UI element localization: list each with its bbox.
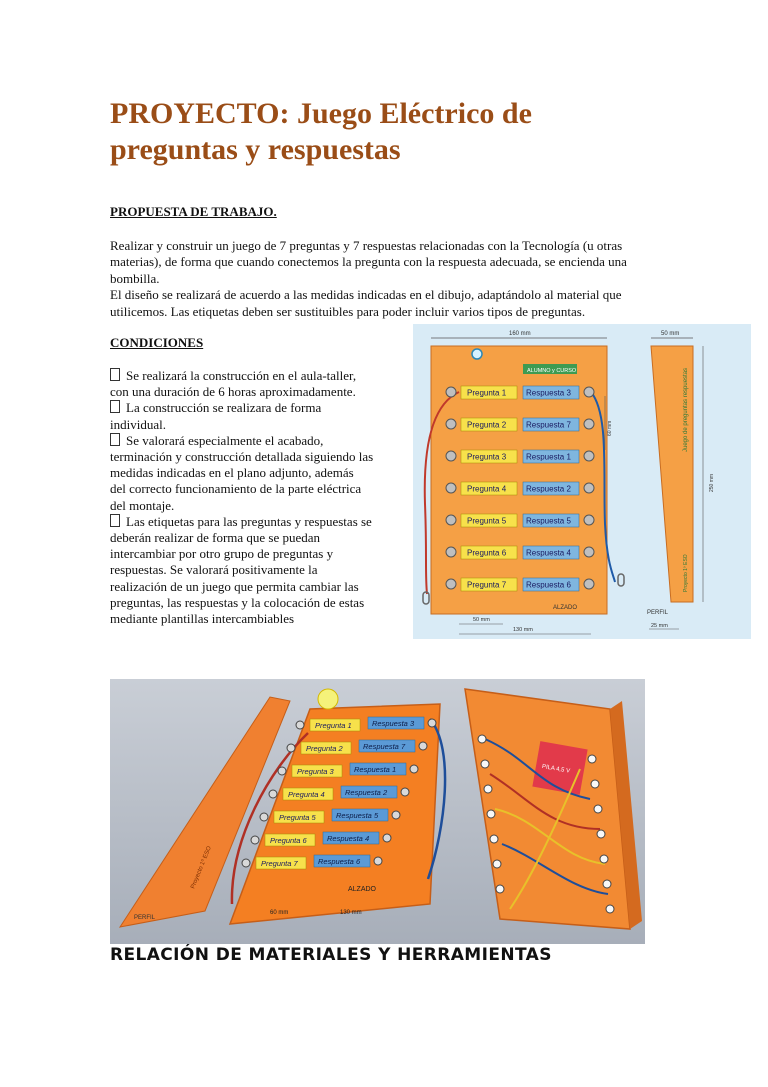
answer-text: Respuesta 5: [336, 811, 379, 820]
bullet-icon: [110, 433, 120, 446]
answer-text: Respuesta 4: [526, 548, 571, 558]
perfil-label: PERFIL: [647, 610, 669, 616]
question-text: Pregunta 3: [297, 767, 334, 776]
photo-alzado-label: ALZADO: [348, 886, 377, 893]
hole-icon: [597, 830, 605, 838]
contact-icon: [251, 836, 259, 844]
contact-icon: [446, 579, 456, 589]
hole-icon: [591, 780, 599, 788]
condicion-item: Se valorará especialmente el acabado,: [110, 433, 410, 449]
contact-icon: [584, 419, 594, 429]
dim-side-top-label: 50 mm: [661, 331, 680, 337]
condicion-text: individual.: [110, 416, 166, 432]
contact-icon: [584, 483, 594, 493]
propuesta-line: utilicemos. Las etiquetas deben ser sustituibles para poder incluir varios tipos de preguntas.: [110, 303, 586, 319]
section-heading: RELACIÓN DE MATERIALES Y HERRAMIENTAS: [110, 945, 552, 965]
dim-vertical-label: 60 mm: [607, 420, 613, 436]
answer-text: Respuesta 6: [526, 580, 571, 590]
propuesta-paragraph: [110, 238, 680, 320]
alzado-label: ALZADO: [553, 605, 578, 611]
condicion-text: respuestas. Se valorará positivamente la: [110, 562, 318, 578]
hole-icon: [588, 755, 596, 763]
question-text: Pregunta 6: [270, 836, 307, 845]
answer-text: Respuesta 1: [526, 452, 571, 462]
contact-icon: [584, 387, 594, 397]
hole-icon: [490, 835, 498, 843]
propuesta-heading: PROPUESTA DE TRABAJO.: [110, 204, 277, 219]
dim-bottom1-label: 50 mm: [473, 617, 490, 623]
hole-icon: [484, 785, 492, 793]
contact-icon: [446, 547, 456, 557]
answer-text: Respuesta 1: [354, 765, 397, 774]
contact-icon: [584, 547, 594, 557]
hole-icon: [481, 760, 489, 768]
dim-height-label: 250 mm: [709, 473, 715, 492]
contact-icon: [419, 742, 427, 750]
answer-text: Respuesta 6: [318, 857, 361, 866]
question-text: Pregunta 6: [467, 548, 507, 558]
contact-icon: [446, 483, 456, 493]
condicion-text: realización de un juego que permita cambiar las: [110, 578, 359, 594]
bullet-icon: [110, 368, 120, 381]
dim-top-label: 160 mm: [509, 331, 531, 337]
condiciones-list: [110, 368, 410, 627]
condicion-item: Se realizará la construcción en el aula-taller,: [110, 368, 410, 384]
answer-text: Respuesta 2: [526, 484, 571, 494]
hole-icon: [594, 805, 602, 813]
answer-text: Respuesta 7: [363, 742, 406, 751]
hole-icon: [487, 810, 495, 818]
answer-text: Respuesta 2: [345, 788, 388, 797]
photo-dim-a: 60 mm: [270, 910, 289, 916]
question-text: Pregunta 2: [306, 744, 343, 753]
question-text: Pregunta 4: [288, 790, 325, 799]
profile-small-text: Proyecto 1º ESO: [683, 554, 689, 592]
answer-text: Respuesta 3: [372, 719, 415, 728]
bullet-icon: [110, 400, 120, 413]
answer-text: Respuesta 3: [526, 388, 571, 398]
question-text: Pregunta 5: [279, 813, 316, 822]
title-line-1: PROYECTO: Juego Eléctrico de: [110, 97, 532, 130]
question-text: Pregunta 2: [467, 420, 507, 430]
condicion-text: medidas indicadas en el plano adjunto, además: [110, 465, 354, 481]
photo-dim-b: 130 mm: [340, 910, 362, 916]
condiciones-heading: CONDICIONES: [110, 335, 204, 350]
hole-icon: [600, 855, 608, 863]
profile-main-text: Juego de preguntas respuestas: [683, 367, 689, 452]
contact-icon: [374, 857, 382, 865]
answer-text: Respuesta 7: [526, 420, 571, 430]
battery-label: PILA 4,5 V: [541, 763, 571, 775]
answer-text: Respuesta 4: [327, 834, 370, 843]
dim-bottom2-label: 130 mm: [513, 627, 533, 633]
propuesta-line: El diseño se realizará de acuerdo a las medidas indicadas en el dibujo, adaptándolo al material que: [110, 287, 622, 303]
contact-icon: [287, 744, 295, 752]
side-panel-text: Proyecto 1º ESO: [190, 845, 213, 890]
question-text: Pregunta 5: [467, 516, 507, 526]
contact-icon: [383, 834, 391, 842]
contact-icon: [260, 813, 268, 821]
contact-icon: [584, 515, 594, 525]
dim-bottom-side-label: 25 mm: [651, 623, 668, 629]
condicion-item: La construcción se realizara de forma: [110, 400, 410, 416]
answer-text: Respuesta 5: [526, 516, 571, 526]
condicion-text: mediante plantillas intercambiables: [110, 611, 295, 627]
question-text: Pregunta 7: [467, 580, 507, 590]
condicion-text: deberán realizar de forma que se puedan: [110, 530, 321, 546]
hole-icon: [496, 885, 504, 893]
contact-icon: [278, 767, 286, 775]
condicion-text: con una duración de 6 horas aproximadamente.: [110, 384, 356, 400]
title-line-2: preguntas y respuestas: [110, 133, 401, 166]
question-text: Pregunta 7: [261, 859, 298, 868]
contact-icon: [446, 419, 456, 429]
game-photo: [110, 679, 645, 944]
page-title: [110, 96, 670, 168]
student-label-text: ALUMNO y CURSO: [527, 368, 577, 374]
question-text: Pregunta 1: [315, 721, 352, 730]
condicion-text: preguntas, las respuestas y la colocación de estas: [110, 594, 365, 610]
bulb-icon: [472, 349, 482, 359]
contact-icon: [446, 387, 456, 397]
contact-icon: [410, 765, 418, 773]
propuesta-line: bombilla.: [110, 270, 160, 286]
contact-icon: [446, 515, 456, 525]
contact-icon: [296, 721, 304, 729]
condicion-text: del correcto funcionamiento de la parte eléctrica: [110, 481, 362, 497]
hole-icon: [493, 860, 501, 868]
technical-diagram: [413, 324, 751, 639]
hole-icon: [606, 905, 614, 913]
condicion-text: terminación y construcción detallada siguiendo las: [110, 449, 374, 465]
propuesta-line: Realizar y construir un juego de 7 preguntas y 7 respuestas relacionadas con la Tecnología (u otras: [110, 238, 623, 253]
hole-icon: [478, 735, 486, 743]
contact-icon: [269, 790, 277, 798]
question-text: Pregunta 4: [467, 484, 507, 494]
contact-icon: [446, 451, 456, 461]
contact-icon: [392, 811, 400, 819]
contact-icon: [584, 451, 594, 461]
condicion-text: del montaje.: [110, 497, 175, 513]
contact-icon: [428, 719, 436, 727]
condicion-text: intercambiar por otro grupo de preguntas y: [110, 546, 334, 562]
question-text: Pregunta 1: [467, 388, 507, 398]
bulb-icon: [318, 689, 338, 709]
question-text: Pregunta 3: [467, 452, 507, 462]
bullet-icon: [110, 514, 120, 527]
front-panel: [431, 346, 607, 614]
contact-icon: [242, 859, 250, 867]
condicion-item: Las etiquetas para las preguntas y respuestas se: [110, 514, 410, 530]
photo-perfil-label: PERFIL: [134, 915, 156, 921]
contact-icon: [401, 788, 409, 796]
propuesta-line: materias), de forma que cuando conectemos la pregunta con la respuesta adecuada, se encienda una: [110, 254, 627, 270]
contact-icon: [584, 579, 594, 589]
hole-icon: [603, 880, 611, 888]
